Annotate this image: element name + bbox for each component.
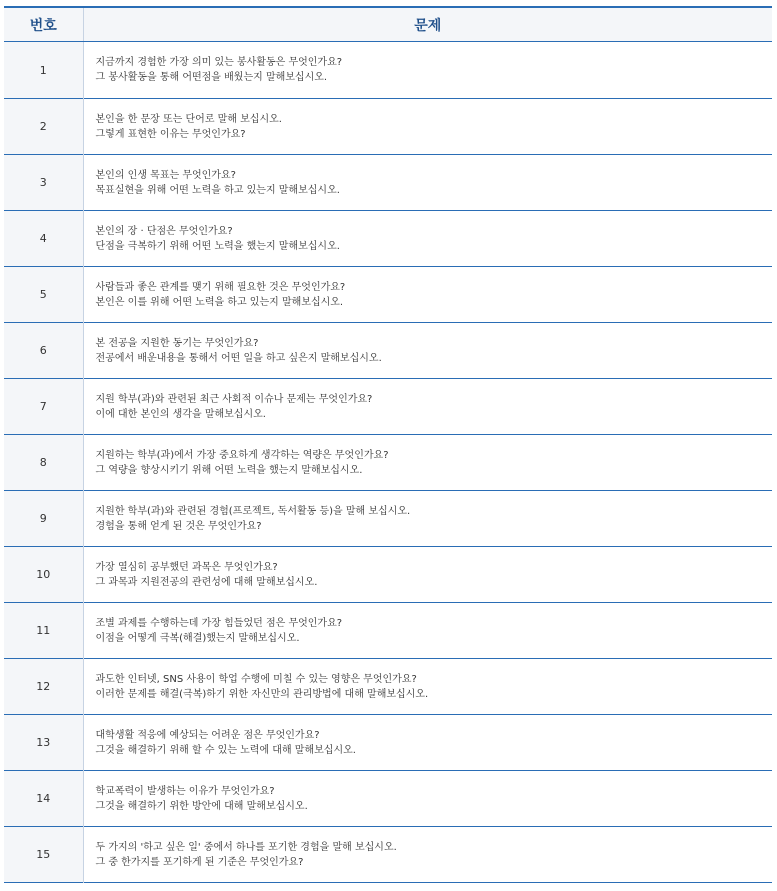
question-number: 14 (4, 771, 83, 827)
question-line-2: 이에 대한 본인의 생각을 말해보십시오. (95, 408, 266, 420)
question-text (83, 715, 772, 771)
question-line-1: 과도한 인터넷, SNS 사용이 학업 수행에 미칠 수 있는 영향은 무엇인가요? (95, 673, 417, 685)
question-line-2: 그렇게 표현한 이유는 무엇인가요? (95, 128, 246, 140)
question-line-1: 본인의 장 · 단점은 무엇인가요? (95, 225, 233, 237)
question-line-2: 단점을 극복하기 위해 어떤 노력을 했는지 말해보십시오. (95, 240, 340, 252)
question-number: 8 (4, 435, 83, 491)
question-number: 13 (4, 715, 83, 771)
question-line-1: 지원한 학부(과)와 관련된 경험(프로젝트, 독서활동 등)을 말해 보십시오. (95, 505, 411, 517)
table-row (4, 99, 772, 155)
question-line-2: 이점을 어떻게 극복(해결)했는지 말해보십시오. (95, 632, 300, 644)
table-row (4, 547, 772, 603)
question-text (83, 435, 772, 491)
table-row (4, 42, 772, 99)
table-row (4, 267, 772, 323)
question-line-1: 지금까지 경험한 가장 의미 있는 봉사활동은 무엇인가요? (95, 57, 343, 68)
header-question: 문제 (83, 7, 772, 42)
question-line-1: 두 가지의 '하고 싶은 일' 중에서 하나를 포기한 경험을 말해 보십시오. (95, 841, 397, 853)
question-number: 10 (4, 547, 83, 603)
question-line-1: 학교폭력이 발생하는 이유가 무엇인가요? (95, 785, 275, 797)
question-line-1: 본인의 인생 목표는 무엇인가요? (95, 169, 236, 181)
question-line-2: 그것을 해결하기 위해 할 수 있는 노력에 대해 말해보십시오. (95, 744, 356, 756)
question-text (83, 323, 772, 379)
question-line-2: 전공에서 배운내용을 통해서 어떤 일을 하고 싶은지 말해보십시오. (95, 352, 382, 364)
question-line-1: 가장 열심히 공부했던 과목은 무엇인가요? (95, 561, 278, 573)
question-number: 9 (4, 491, 83, 547)
table-row (4, 491, 772, 547)
question-number: 7 (4, 379, 83, 435)
question-number: 15 (4, 827, 83, 883)
question-number: 1 (4, 42, 83, 99)
table-row (4, 435, 772, 491)
question-text (83, 99, 772, 155)
question-line-2: 그 과목과 지원전공의 관련성에 대해 말해보십시오. (95, 576, 318, 588)
table-row (4, 323, 772, 379)
question-line-2: 그 역량을 향상시키기 위해 어떤 노력을 했는지 말해보십시오. (95, 464, 363, 476)
question-line-2: 이러한 문제를 해결(극복)하기 위한 자신만의 관리방법에 대해 말해보십시오. (95, 688, 429, 700)
header-number: 번호 (4, 7, 83, 42)
question-line-1: 지원 학부(과)와 관련된 최근 사회적 이슈나 문제는 무엇인가요? (95, 393, 373, 405)
question-text (83, 211, 772, 267)
question-text (83, 42, 772, 99)
question-number: 11 (4, 603, 83, 659)
table-row (4, 659, 772, 715)
table-header-row (4, 7, 772, 42)
question-text (83, 491, 772, 547)
question-text (83, 771, 772, 827)
table-row (4, 379, 772, 435)
question-line-1: 지원하는 학부(과)에서 가장 중요하게 생각하는 역량은 무엇인가요? (95, 449, 389, 461)
interview-question-table (4, 6, 772, 883)
question-number: 12 (4, 659, 83, 715)
question-text (83, 603, 772, 659)
question-number: 5 (4, 267, 83, 323)
table-row (4, 211, 772, 267)
question-text (83, 659, 772, 715)
question-text (83, 827, 772, 883)
question-text (83, 267, 772, 323)
question-line-1: 사람들과 좋은 관계를 맺기 위해 필요한 것은 무엇인가요? (95, 281, 346, 293)
question-line-2: 그것을 해결하기 위한 방안에 대해 말해보십시오. (95, 800, 308, 812)
question-line-2: 그 봉사활동을 통해 어떤점을 배웠는지 말해보십시오. (95, 72, 328, 83)
question-line-2: 본인은 이를 위해 어떤 노력을 하고 있는지 말해보십시오. (95, 296, 344, 308)
question-line-1: 본인을 한 문장 또는 단어로 말해 보십시오. (95, 113, 282, 125)
table-row (4, 827, 772, 883)
table-row (4, 603, 772, 659)
question-line-1: 대학생활 적응에 예상되는 어려운 점은 무엇인가요? (95, 729, 320, 741)
table-row (4, 715, 772, 771)
question-line-2: 그 중 한가지를 포기하게 된 기준은 무엇인가요? (95, 856, 304, 868)
question-number: 4 (4, 211, 83, 267)
question-number: 6 (4, 323, 83, 379)
question-line-2: 경험을 통해 얻게 된 것은 무엇인가요? (95, 520, 262, 532)
question-line-2: 목표실현을 위해 어떤 노력을 하고 있는지 말해보십시오. (95, 184, 340, 196)
table-row (4, 771, 772, 827)
question-line-1: 본 전공을 지원한 동기는 무엇인가요? (95, 337, 259, 349)
question-line-1: 조별 과제를 수행하는데 가장 힘들었던 점은 무엇인가요? (95, 617, 343, 629)
question-text (83, 547, 772, 603)
question-text (83, 155, 772, 211)
question-number: 3 (4, 155, 83, 211)
question-number: 2 (4, 99, 83, 155)
question-text (83, 379, 772, 435)
table-row (4, 155, 772, 211)
